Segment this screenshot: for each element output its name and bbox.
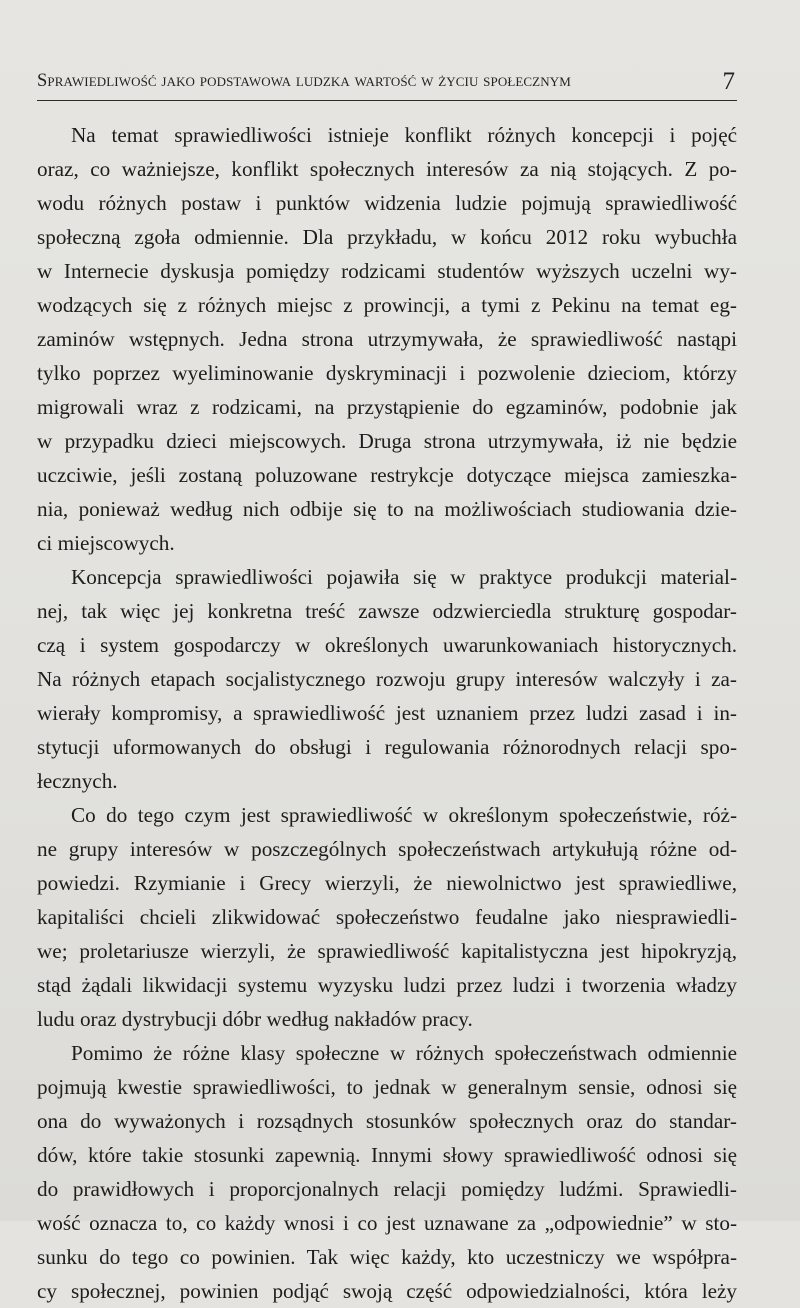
- text-line: Pomimo że różne klasy społeczne w różnych społeczeństwach odmiennie: [71, 1041, 737, 1065]
- text-line: łecznych.: [37, 769, 118, 793]
- text-line: stąd żądali likwidacji systemu wyzysku ludzi przez ludzi i tworzenia władzy: [37, 973, 737, 997]
- body-text: [37, 118, 737, 1308]
- text-line: pojmują kwestie sprawiedliwości, to jednak w generalnym sensie, odnosi się: [37, 1075, 737, 1099]
- text-line: nia, ponieważ według nich odbije się to na możliwościach studiowania dzie-: [37, 497, 737, 521]
- text-line: ne grupy interesów w poszczególnych społeczeństwach artykułują różne od-: [37, 837, 737, 861]
- paragraph-1: [37, 118, 737, 560]
- text-line: oraz, co ważniejsze, konflikt społecznych interesów za nią stojących. Z po-: [37, 157, 737, 181]
- text-line: ci miejscowych.: [37, 531, 175, 555]
- text-line: Na temat sprawiedliwości istnieje konflikt różnych koncepcji i pojęć: [71, 123, 737, 147]
- text-line: wierały kompromisy, a sprawiedliwość jest uznaniem przez ludzi zasad i in-: [37, 701, 737, 725]
- running-header: [37, 66, 737, 101]
- text-line: w przypadku dzieci miejscowych. Druga strona utrzymywała, iż nie będzie: [37, 429, 737, 453]
- text-line: społeczną zgoła odmiennie. Dla przykładu, w końcu 2012 roku wybuchła: [37, 225, 737, 249]
- text-line: do prawidłowych i proporcjonalnych relacji pomiędzy ludźmi. Sprawiedli-: [37, 1177, 737, 1201]
- paragraph-4: [37, 1036, 737, 1308]
- text-line: wodzących się z różnych miejsc z prowincji, a tymi z Pekinu na temat eg-: [37, 293, 737, 317]
- text-line: sunku do tego co powinien. Tak więc każdy, kto uczestniczy we współpra-: [37, 1245, 737, 1269]
- text-line: Na różnych etapach socjalistycznego rozwoju grupy interesów walczyły i za-: [37, 667, 737, 691]
- text-line: dów, które takie stosunki zapewnią. Innymi słowy sprawiedliwość odnosi się: [37, 1143, 737, 1167]
- text-line: czą i system gospodarczy w określonych uwarunkowaniach historycznych.: [37, 633, 737, 657]
- text-line: we; proletariusze wierzyli, że sprawiedliwość kapitalistyczna jest hipokryzją,: [37, 939, 737, 963]
- text-line: kapitaliści chcieli zlikwidować społeczeństwo feudalne jako niesprawiedli-: [37, 905, 737, 929]
- text-line: cy społecznej, powinien podjąć swoją część odpowiedzialności, która leży: [37, 1279, 737, 1303]
- page-number: 7: [722, 68, 735, 95]
- text-line: Co do tego czym jest sprawiedliwość w określonym społeczeństwie, róż-: [71, 803, 737, 827]
- text-line: tylko poprzez wyeliminowanie dyskryminacji i pozwolenie dzieciom, którzy: [37, 361, 737, 385]
- text-line: ona do wyważonych i rozsądnych stosunków społecznych oraz do standar-: [37, 1109, 737, 1133]
- paragraph-3: [37, 798, 737, 1036]
- text-line: powiedzi. Rzymianie i Grecy wierzyli, że niewolnictwo jest sprawiedliwe,: [37, 871, 737, 895]
- paragraph-2: [37, 560, 737, 798]
- text-line: w Internecie dyskusja pomiędzy rodzicami studentów wyższych uczelni wy-: [37, 259, 737, 283]
- text-line: uczciwie, jeśli zostaną poluzowane restrykcje dotyczące miejsca zamieszka-: [37, 463, 737, 487]
- running-title: Sprawiedliwość jako podstawowa ludzka wartość w życiu społecznym: [37, 71, 571, 91]
- text-line: ludu oraz dystrybucji dóbr według nakładów pracy.: [37, 1007, 473, 1031]
- text-line: wość oznacza to, co każdy wnosi i co jest uznawane za „odpowiednie” w sto-: [37, 1211, 737, 1235]
- text-line: Koncepcja sprawiedliwości pojawiła się w praktyce produkcji material-: [71, 565, 737, 589]
- text-line: zaminów wstępnych. Jedna strona utrzymywała, że sprawiedliwość nastąpi: [37, 327, 737, 351]
- text-line: wodu różnych postaw i punktów widzenia ludzie pojmują sprawiedliwość: [37, 191, 737, 215]
- text-line: nej, tak więc jej konkretna treść zawsze odzwierciedla strukturę gospodar-: [37, 599, 737, 623]
- text-line: stytucji uformowanych do obsługi i regulowania różnorodnych relacji spo-: [37, 735, 737, 759]
- text-line: migrowali wraz z rodzicami, na przystąpienie do egzaminów, podobnie jak: [37, 395, 737, 419]
